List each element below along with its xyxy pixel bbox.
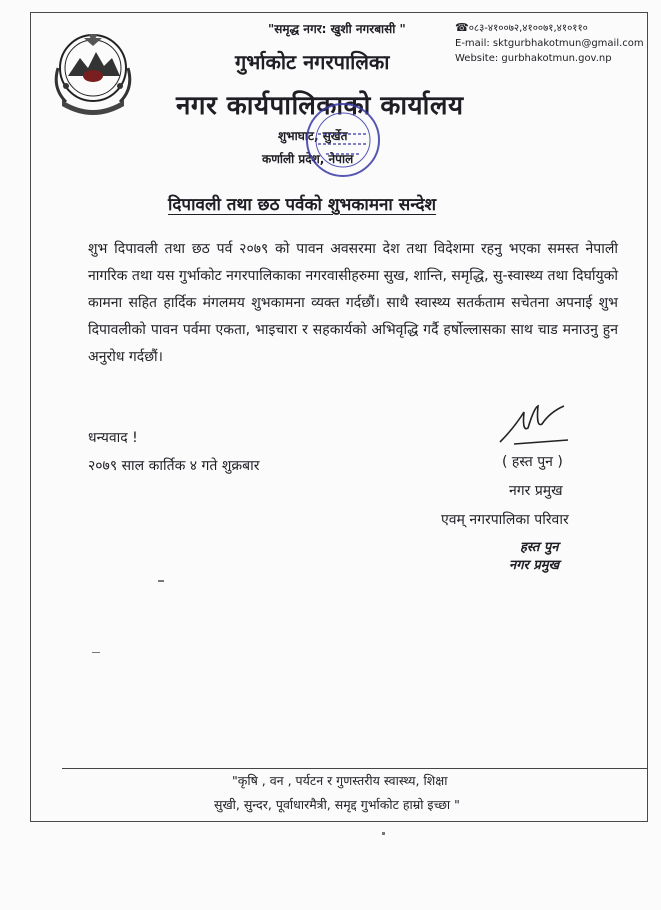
footer-line-1: "कृषि , वन , पर्यटन र गुणस्तरीय स्वास्थ्य, शिक्षा — [232, 773, 448, 788]
signature — [494, 398, 574, 448]
slogan: "समृद्ध नगर: खुशी नगरबासी " — [268, 22, 406, 36]
footer-line-2: सुखी, सुन्दर, पूर्वाधारमैत्री, समृद्द गुर्भाकोट हाम्रो इच्छा " — [214, 797, 460, 812]
signatory-name: ( हस्त पुन ) — [502, 454, 563, 470]
email: E-mail: sktgurbhakotmun@gmail.com — [455, 38, 644, 49]
office-name: नगर कार्यपालिकाको कार्यालय — [176, 91, 464, 121]
scan-speck — [92, 652, 100, 653]
signatory-title: नगर प्रमुख — [509, 483, 563, 499]
thanks: धन्यवाद ! — [88, 430, 138, 446]
letter-body: शुभ दिपावली तथा छठ पर्व २०७९ को पावन अवसरमा देश तथा विदेशमा रहनु भएका समस्त नेपाली नागरिक तथा यस गुर्भाकोट नगरपालिकाका नगरवासीहरुमा सुख, शान्ति, समृद्धि, सु-स्वास्थ्य तथा दिर्घायुको कामना सहित हार्दिक मंगलमय शुभकामना व्यक्त गर्दछौं। साथै स्वास्थ्य सतर्कताम सचेतना अपनाई शुभ दिपावलीको पावन पर्वमा एकता, भाइचारा र सहकार्यको अभिवृद्धि गर्दै हर्षोल्लासका साथ चाड मनाउनु हुन अनुरोध गर्दछौं। — [88, 241, 618, 365]
org-name: गुर्भाकोट नगरपालिका — [235, 50, 390, 74]
footer-rule — [62, 768, 648, 769]
address-line-2: कर्णाली प्रदेश, नेपाल — [262, 152, 354, 166]
nepal-emblem — [44, 28, 142, 120]
phone-numbers: ०८३-४१००७२,४१००७१,४१०११० — [468, 23, 588, 34]
letter-heading: दिपावली तथा छठ पर्वको शुभकामना सन्देश — [168, 195, 437, 215]
contact-block — [455, 20, 644, 66]
name-stamp: हस्त पुन — [520, 540, 559, 555]
website: Website: gurbhakotmun.gov.np — [455, 53, 612, 64]
scan-speck — [382, 832, 385, 835]
address-line-1: शुभाघाट, सुर्खेत — [278, 129, 348, 143]
scan-speck — [158, 580, 164, 582]
title-stamp: नगर प्रमुख — [509, 558, 560, 573]
office-stamp — [296, 100, 390, 180]
signatory-family: एवम् नगरपालिका परिवार — [441, 512, 569, 528]
phone-icon: ☎ — [455, 21, 469, 34]
letter-date: २०७९ साल कार्तिक ४ गते शुक्रबार — [88, 458, 260, 474]
